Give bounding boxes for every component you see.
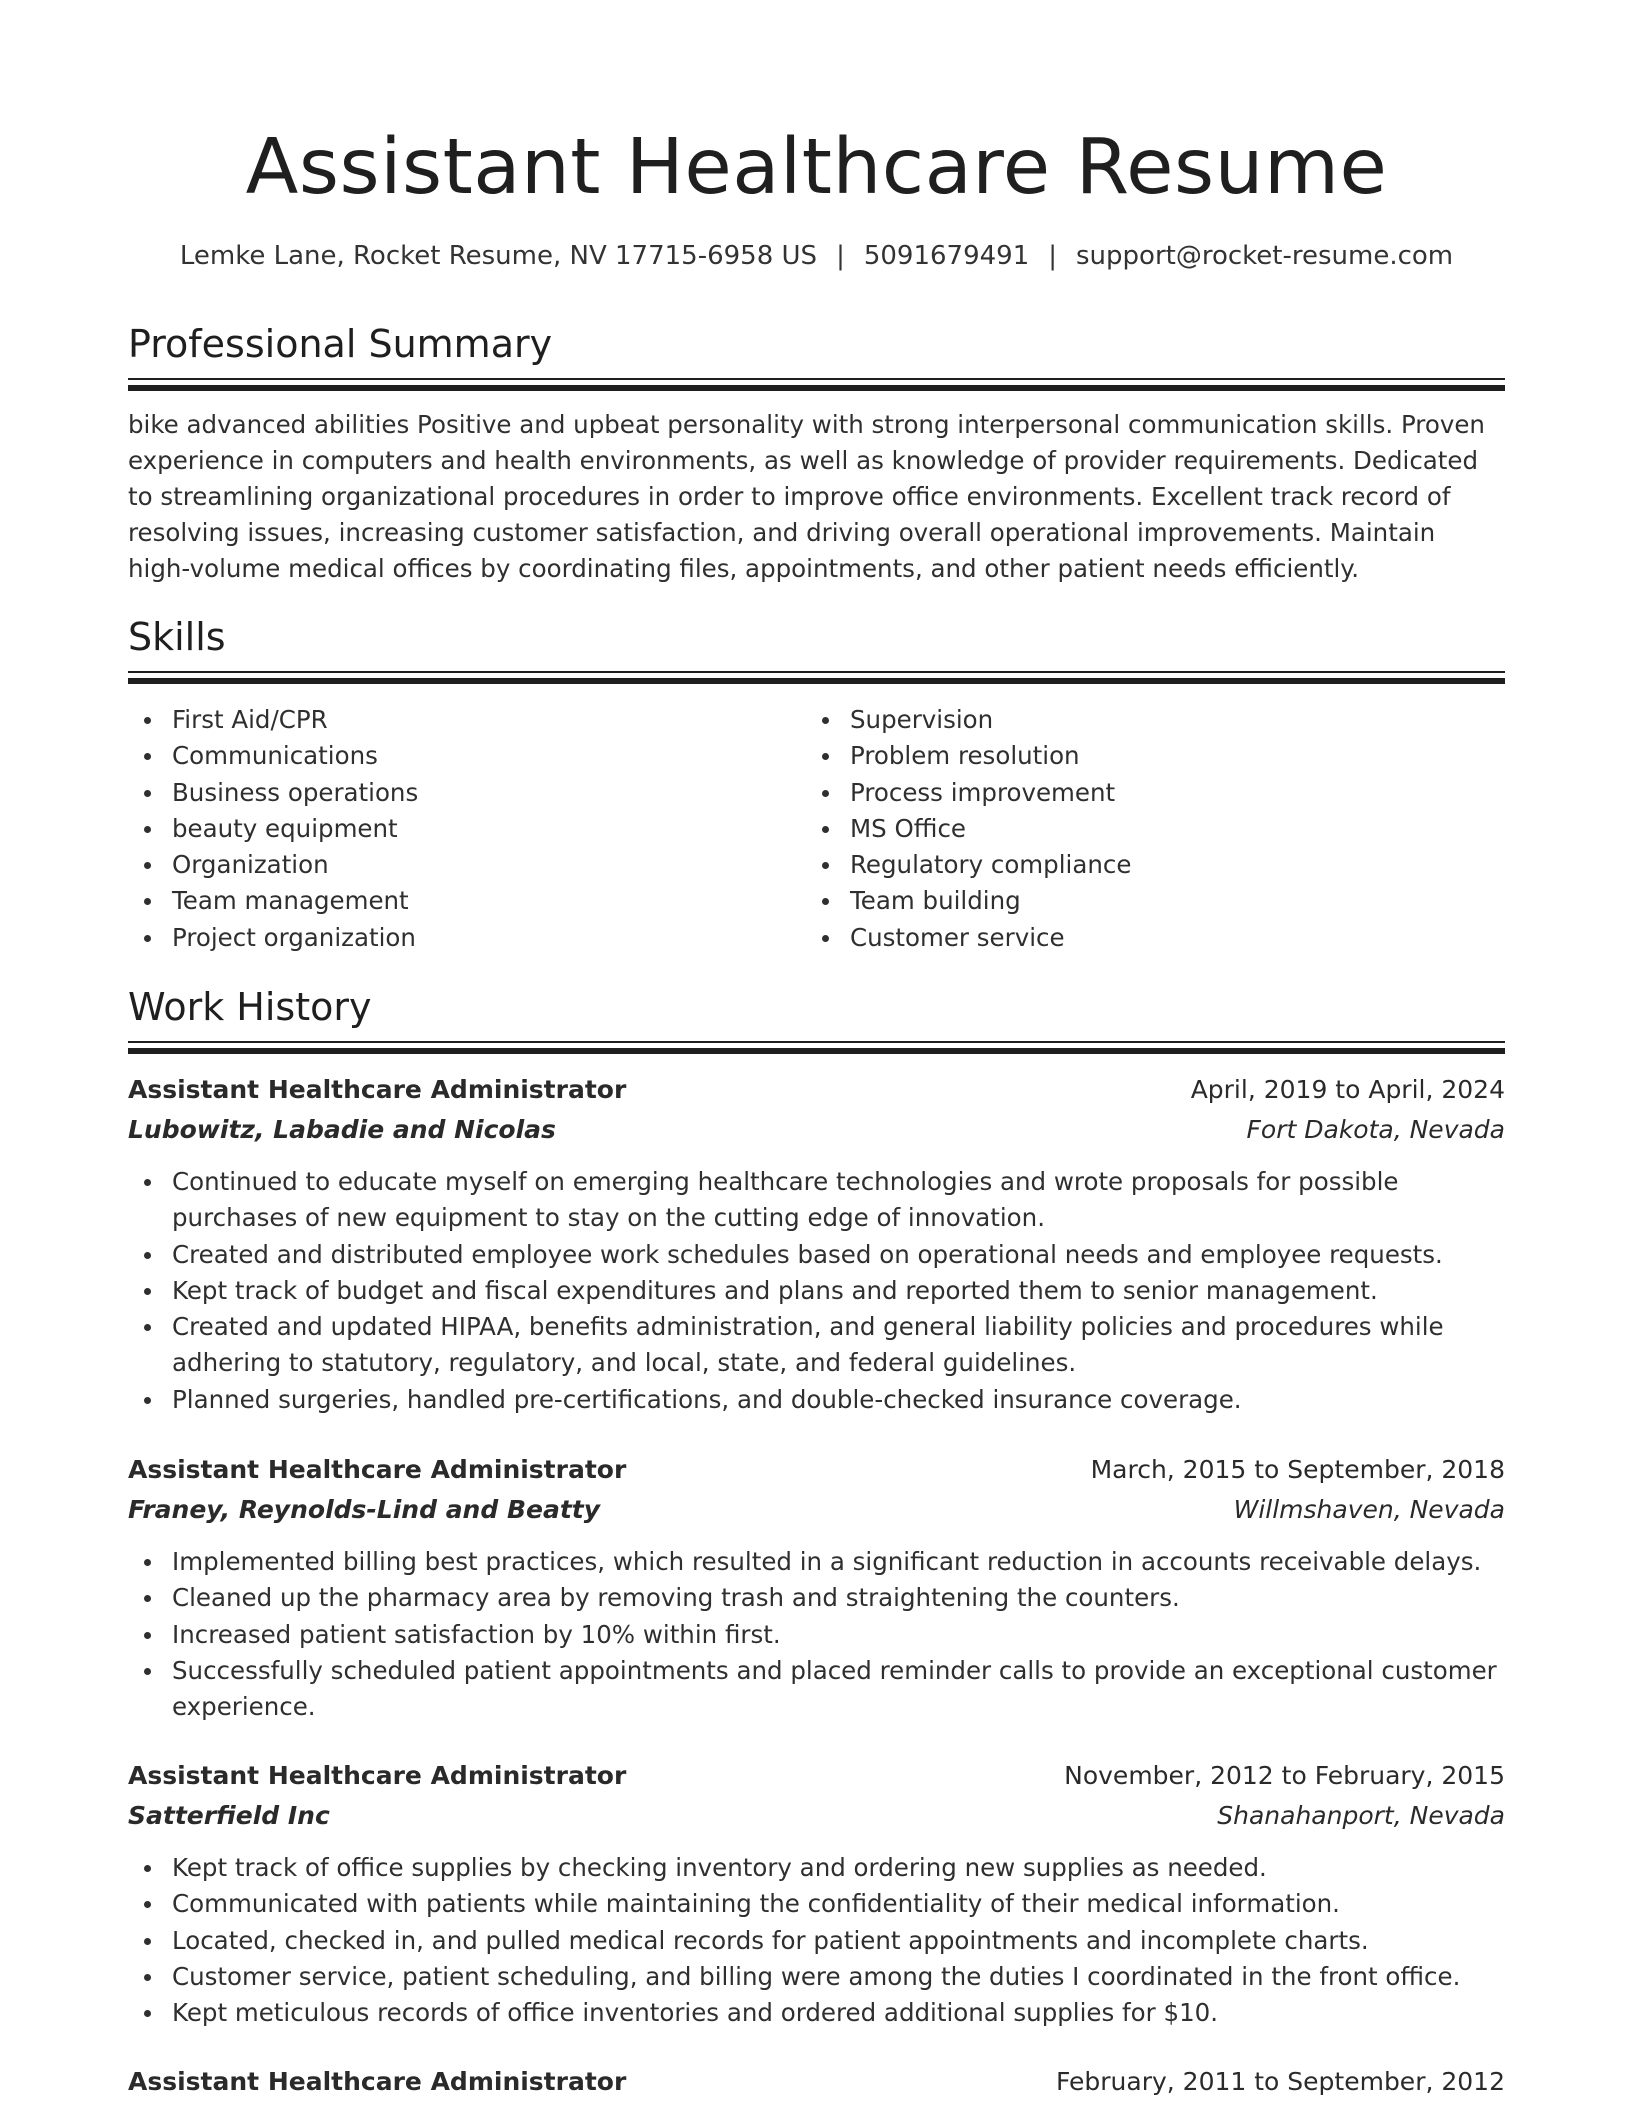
duty-item: Created and updated HIPAA, benefits administration, and general liability policies and procedures while adhering to statutory, regulatory, and local, state, and federal guidelines. bbox=[128, 1309, 1505, 1382]
job-duties-list bbox=[128, 1164, 1505, 1418]
job-header-row bbox=[128, 1072, 1505, 1112]
duty-item: Located, checked in, and pulled medical records for patient appointments and incomplete charts. bbox=[128, 1923, 1505, 1959]
skills-list-left bbox=[128, 702, 418, 956]
section-divider bbox=[128, 1041, 1505, 1054]
skill-item: Organization bbox=[128, 847, 418, 883]
job-location: Willmshaven, Nevada bbox=[1233, 1495, 1505, 1524]
job-location: Shanahanport, Nevada bbox=[1217, 1801, 1505, 1830]
job-title: Assistant Healthcare Administrator bbox=[128, 1455, 627, 1484]
section-divider bbox=[128, 378, 1505, 391]
job-company: Franey, Reynolds-Lind and Beatty bbox=[128, 1495, 601, 1524]
skill-item: Regulatory compliance bbox=[806, 847, 1131, 883]
job-entry bbox=[128, 1758, 1505, 2031]
skill-item: Team building bbox=[806, 883, 1131, 919]
job-company-row bbox=[128, 1798, 1505, 1838]
section-divider bbox=[128, 671, 1505, 684]
skill-item: Process improvement bbox=[806, 775, 1131, 811]
job-location: Fort Dakota, Nevada bbox=[1246, 1115, 1505, 1144]
contact-separator: | bbox=[1048, 241, 1058, 271]
skill-item: MS Office bbox=[806, 811, 1131, 847]
skill-item: Supervision bbox=[806, 702, 1131, 738]
duty-item: Created and distributed employee work schedules based on operational needs and employee requests. bbox=[128, 1237, 1505, 1273]
job-company-row bbox=[128, 1492, 1505, 1532]
skill-item: Communications bbox=[128, 738, 418, 774]
job-dates: November, 2012 to February, 2015 bbox=[1064, 1761, 1505, 1790]
skill-item: Team management bbox=[128, 883, 418, 919]
job-header-row bbox=[128, 1758, 1505, 1798]
skill-item: beauty equipment bbox=[128, 811, 418, 847]
job-entry bbox=[128, 1072, 1505, 1418]
job-dates: April, 2019 to April, 2024 bbox=[1190, 1075, 1505, 1104]
page-title: Assistant Healthcare Resume bbox=[245, 123, 1388, 212]
duty-item: Implemented billing best practices, which resulted in a significant reduction in accounts receivable delays. bbox=[128, 1544, 1505, 1580]
job-title: Assistant Healthcare Administrator bbox=[128, 1075, 627, 1104]
job-entry bbox=[128, 2064, 1505, 2104]
job-duties-list bbox=[128, 1850, 1505, 2031]
duty-item: Cleaned up the pharmacy area by removing trash and straightening the counters. bbox=[128, 1580, 1505, 1616]
skill-item: Project organization bbox=[128, 920, 418, 956]
job-company: Lubowitz, Labadie and Nicolas bbox=[128, 1115, 556, 1144]
skill-item: First Aid/CPR bbox=[128, 702, 418, 738]
job-title: Assistant Healthcare Administrator bbox=[128, 1761, 627, 1790]
contact-separator: | bbox=[836, 241, 845, 271]
section-heading-work-history: Work History bbox=[128, 985, 372, 1029]
section-heading-skills: Skills bbox=[128, 615, 226, 659]
summary-text: bike advanced abilities Positive and upbeat personality with strong interpersonal communication skills. Proven experience in computers and health environments, as well as knowledge of provider requirements. Dedicated to streamlining organizational procedures in order to improve office environments. Excellent track record of resolving issues, increasing customer satisfaction, and driving overall operational improvements. Maintain high-volume medical offices by coordinating files, appointments, and other patient needs efficiently. bbox=[128, 410, 1485, 583]
duty-item: Kept track of office supplies by checking inventory and ordering new supplies as needed. bbox=[128, 1850, 1505, 1886]
contact-line bbox=[128, 238, 1505, 274]
duty-item: Communicated with patients while maintaining the confidentiality of their medical information. bbox=[128, 1886, 1505, 1922]
skills-list-right bbox=[806, 702, 1131, 956]
duty-item: Kept track of budget and fiscal expenditures and plans and reported them to senior management. bbox=[128, 1273, 1505, 1309]
duty-item: Successfully scheduled patient appointments and placed reminder calls to provide an exceptional customer experience. bbox=[128, 1653, 1505, 1726]
duty-item: Kept meticulous records of office inventories and ordered additional supplies for $10. bbox=[128, 1995, 1505, 2031]
job-duties-list bbox=[128, 1544, 1505, 1725]
contact-address: Lemke Lane, Rocket Resume, NV 17715-6958 US bbox=[179, 241, 818, 271]
job-dates: March, 2015 to September, 2018 bbox=[1090, 1455, 1505, 1484]
section-heading-summary: Professional Summary bbox=[128, 322, 553, 366]
contact-phone[interactable]: 5091679491 bbox=[863, 241, 1030, 271]
duty-item: Customer service, patient scheduling, and billing were among the duties I coordinated in the front office. bbox=[128, 1959, 1505, 1995]
job-title: Assistant Healthcare Administrator bbox=[128, 2067, 627, 2096]
job-company-row bbox=[128, 1112, 1505, 1152]
duty-item: Continued to educate myself on emerging healthcare technologies and wrote proposals for possible purchases of new equipment to stay on the cutting edge of innovation. bbox=[128, 1164, 1505, 1237]
duty-item: Planned surgeries, handled pre-certifications, and double-checked insurance coverage. bbox=[128, 1382, 1505, 1418]
job-company: Satterfield Inc bbox=[128, 1801, 330, 1830]
job-header-row bbox=[128, 2064, 1505, 2104]
contact-email[interactable]: support@rocket-resume.com bbox=[1076, 241, 1454, 271]
skill-item: Problem resolution bbox=[806, 738, 1131, 774]
skill-item: Customer service bbox=[806, 920, 1131, 956]
duty-item: Increased patient satisfaction by 10% within first. bbox=[128, 1617, 1505, 1653]
job-dates: February, 2011 to September, 2012 bbox=[1056, 2067, 1505, 2096]
job-header-row bbox=[128, 1452, 1505, 1492]
skill-item: Business operations bbox=[128, 775, 418, 811]
job-entry bbox=[128, 1452, 1505, 1725]
